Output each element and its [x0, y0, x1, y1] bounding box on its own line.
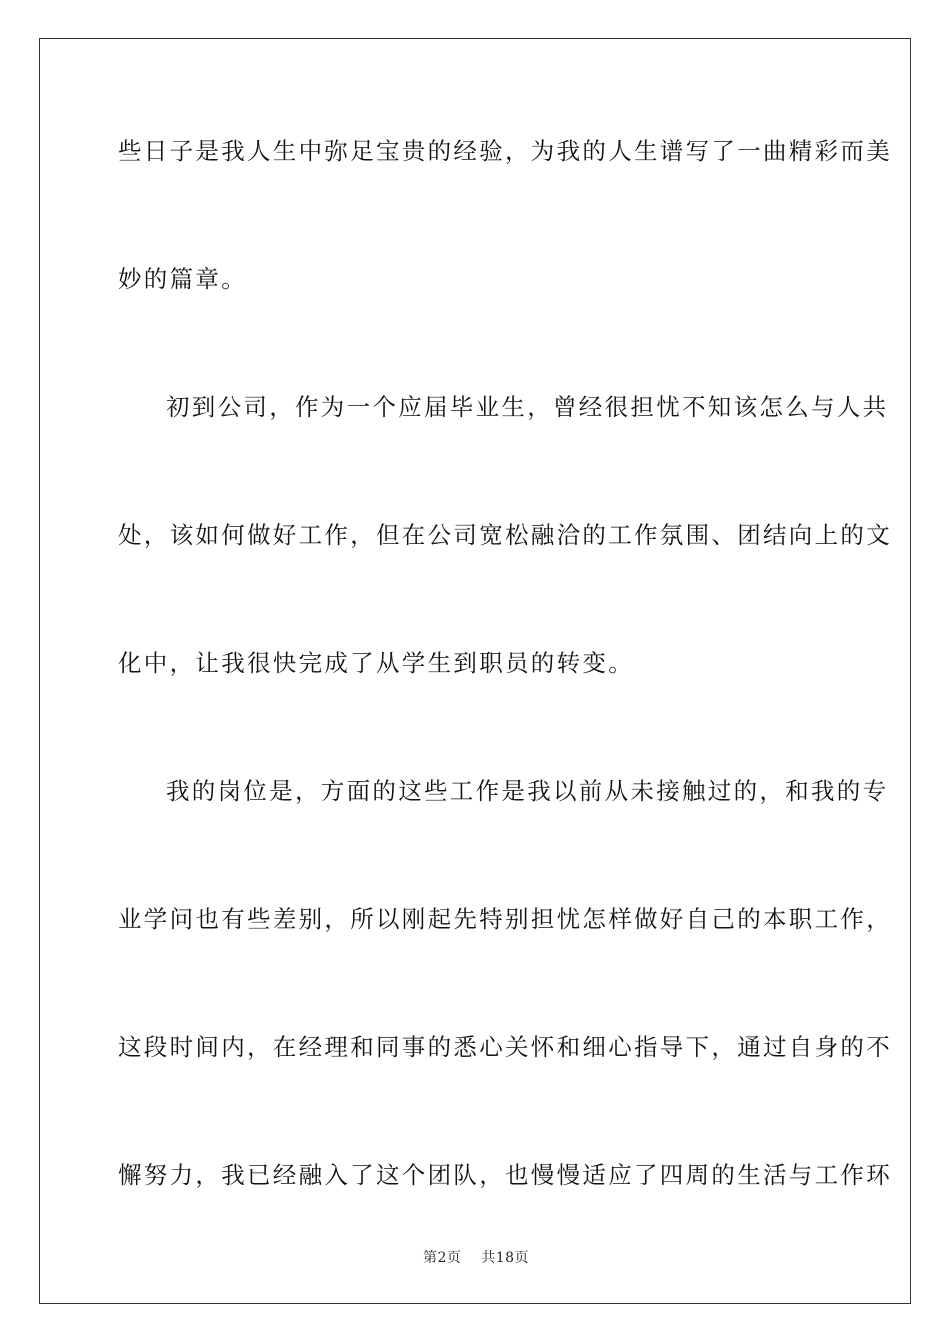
page-footer: [40, 1247, 912, 1267]
paragraph-first-line: [118, 759, 889, 887]
text-line: [118, 247, 832, 375]
footer-spacer: [461, 1250, 481, 1266]
page-total: 共18页: [481, 1250, 530, 1266]
paragraph-first-line: [118, 375, 889, 503]
text-line: [118, 503, 892, 631]
text-line-content: 些日子是我人生中弥足宝贵的经验，为我的人生谱写了一曲精彩而美: [118, 137, 892, 165]
text-line-content: 初到公司，作为一个应届毕业生，曾经很担忧不知该怎么与人共: [166, 393, 889, 421]
text-line-content: 这段时间内，在经理和同事的悉心关怀和细心指导下，通过自身的不: [118, 1033, 892, 1061]
text-line-content: 妙的篇章。: [118, 265, 247, 293]
text-line: [118, 1015, 892, 1143]
text-line-content: 业学问也有些差别，所以刚起先特别担忧怎样做好自己的本职工作，: [118, 905, 892, 933]
text-line: [118, 631, 832, 759]
text-line-content: 处，该如何做好工作，但在公司宽松融洽的工作氛围、团结向上的文: [118, 521, 892, 549]
text-line-content: 懈努力，我已经融入了这个团队，也慢慢适应了四周的生活与工作环: [118, 1161, 892, 1189]
page-frame: [39, 38, 911, 1304]
page-number: 第2页: [422, 1250, 462, 1266]
text-line: [118, 887, 892, 1015]
text-line-content: 我的岗位是，方面的这些工作是我以前从未接触过的，和我的专: [166, 777, 889, 805]
document-body: [118, 119, 892, 1271]
text-line-content: 化中，让我很快完成了从学生到职员的转变。: [118, 649, 634, 677]
text-line: [118, 119, 892, 247]
